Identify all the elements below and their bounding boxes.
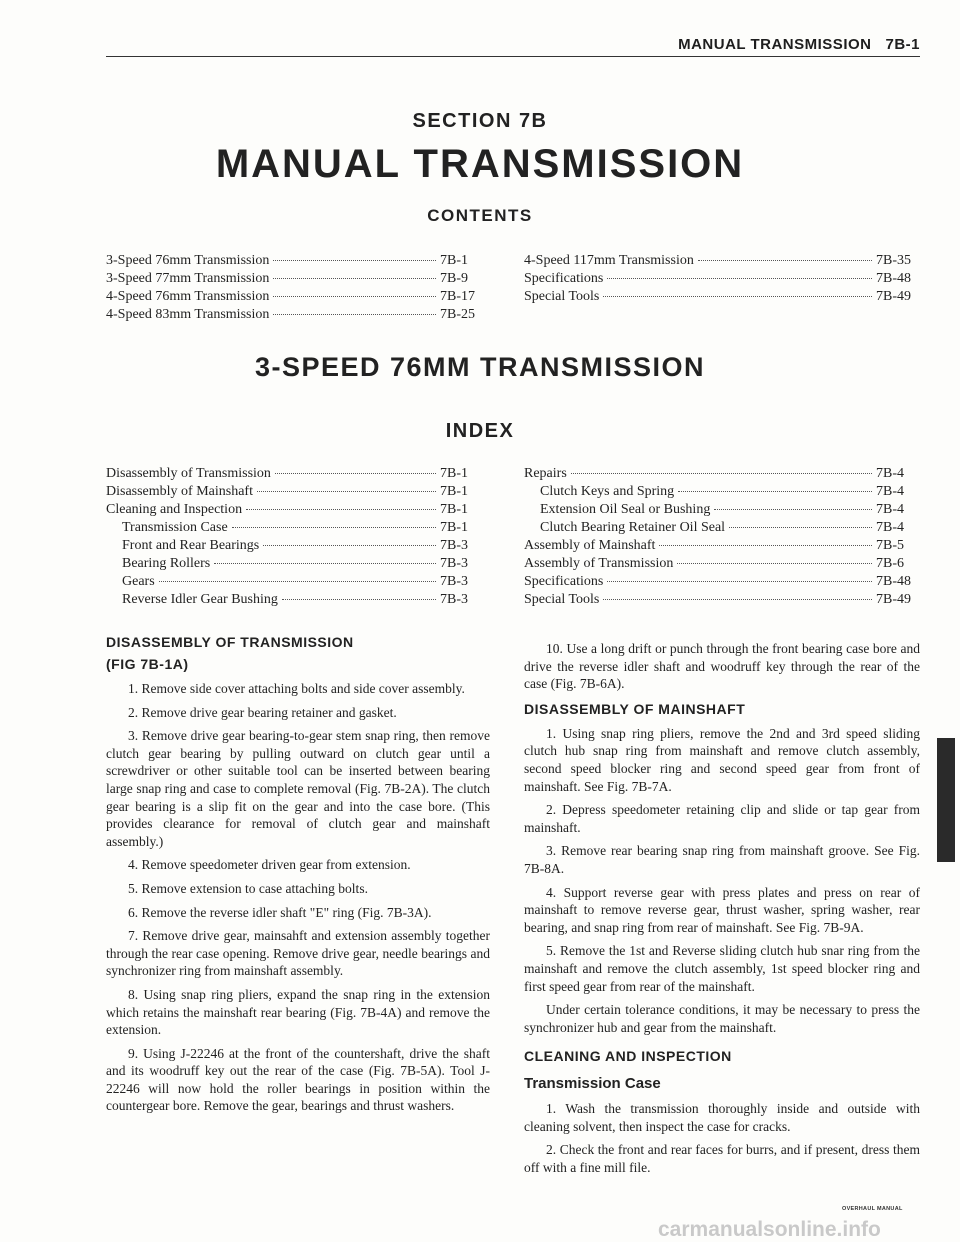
leader-dots — [275, 473, 436, 474]
contents-entry-page: 7B-17 — [440, 289, 475, 304]
index-heading: INDEX — [445, 420, 515, 442]
body-paragraph: 1. Remove side cover attaching bolts and side cover assembly. — [128, 681, 465, 696]
index-entry — [524, 465, 920, 483]
leader-dots — [263, 545, 436, 546]
contents-entry-label: Special Tools — [524, 289, 600, 304]
index-entry-page: 7B-4 — [876, 520, 904, 535]
index-entry-label: Specifications — [524, 574, 604, 589]
contents-entry — [524, 288, 920, 306]
contents-entry — [524, 270, 920, 288]
index-entry-label: Disassembly of Transmission — [106, 466, 271, 481]
index-entry — [106, 483, 484, 501]
leader-dots — [677, 563, 872, 564]
index-entry-page: 7B-4 — [876, 466, 904, 481]
index-entry-label: Special Tools — [524, 592, 600, 607]
index-entry-label: Assembly of Mainshaft — [524, 538, 656, 553]
left-paragraphs — [106, 680, 490, 1115]
index-entry-label: Extension Oil Seal or Bushing — [540, 502, 711, 517]
contents-entry — [106, 306, 484, 324]
transmission-case-heading: Transmission Case — [524, 1075, 661, 1093]
index-entry-page: 7B-5 — [876, 538, 904, 553]
contents-entry-page: 7B-35 — [876, 253, 911, 268]
section-thumb-tab — [937, 738, 955, 862]
leader-dots — [659, 545, 872, 546]
contents-right-column — [524, 252, 920, 306]
contents-heading: CONTENTS — [427, 206, 533, 225]
index-entry-label: Repairs — [524, 466, 567, 481]
index-entry-page: 7B-3 — [440, 592, 468, 607]
leader-dots — [571, 473, 872, 474]
index-entry — [524, 537, 920, 555]
section-label: SECTION 7B — [412, 110, 548, 132]
index-entry-page: 7B-3 — [440, 556, 468, 571]
body-paragraph: 3. Remove rear bearing snap ring from mainshaft groove. See Fig. 7B-8A. — [524, 843, 920, 876]
index-entry-label: Assembly of Transmission — [524, 556, 674, 571]
index-entry — [106, 465, 484, 483]
body-paragraph: 2. Remove drive gear bearing retainer and gasket. — [128, 704, 397, 720]
body-paragraph: 2. Depress speedometer retaining clip and slide or tap gear from mainshaft. — [524, 802, 920, 835]
leader-dots — [607, 278, 872, 279]
header-rule — [106, 56, 920, 57]
body-paragraph: 9. Using J-22246 at the front of the countershaft, drive the shaft and its woodruff key out the rear of the case (Fig. 7B-5A). Tool J-22246 will now hold the roller bearings in position within the countergear bore. Remove the gear, bearings and thrust washers. — [106, 1045, 490, 1114]
header-text — [664, 36, 920, 53]
leader-dots — [678, 491, 872, 492]
leader-dots — [282, 599, 436, 600]
body-right-column — [524, 640, 920, 1183]
body-paragraph: 5. Remove the 1st and Reverse sliding clutch hub snar ring from the mainshaft and remove the clutch assembly, 1st speed blocker ring and first speed gear from rear of the mainshaft. — [524, 943, 920, 994]
index-entry-label: Bearing Rollers — [122, 556, 211, 571]
body-paragraph: 1. Using snap ring pliers, remove the 2nd and 3rd speed sliding clutch hub snap ring from mainshaft and remove clutch assembly, second speed blocker ring and second speed gear from front of mainshaft. See Fig. 7B-7A. — [524, 725, 920, 794]
contents-entry — [524, 252, 920, 270]
index-entry-label: Front and Rear Bearings — [122, 538, 260, 553]
body-paragraph: Under certain tolerance conditions, it may be necessary to press the synchronizer hub and gear from the mainshaft. — [524, 1002, 920, 1035]
figure-reference-heading: (FIG 7B-1A) — [106, 656, 189, 672]
leader-dots — [273, 260, 436, 261]
body-paragraph: 4. Remove speedometer driven gear from extension. — [128, 857, 411, 873]
running-header — [106, 36, 920, 58]
index-entry — [106, 519, 484, 537]
index-entry — [524, 501, 920, 519]
contents-left-column — [106, 252, 484, 324]
body-paragraph: 8. Using snap ring pliers, expand the snap ring in the extension which retains the mainshaft rear bearing (Fig. 7B-4A) and remove the extension. — [106, 986, 490, 1038]
index-entry — [524, 573, 920, 591]
index-entry — [524, 519, 920, 537]
watermark: carmanualsonline.info — [658, 1218, 881, 1241]
index-entry-page: 7B-4 — [876, 484, 904, 499]
body-paragraph: 3. Remove drive gear bearing-to-gear stem snap ring, then remove clutch gear bearing by pulling outward on clutch gear until a screwdriver or other suitable tool can be inserted between bearing large snap ring and case to complete removal (Fig. 7B-2A). The clutch gear bearing is a slip fit on the gear and into the case bore. (This provides clearance for removal of clutch gear and mainshaft assembly.) — [106, 728, 490, 849]
leader-dots — [603, 296, 872, 297]
contents-entry — [106, 270, 484, 288]
leader-dots — [698, 260, 872, 261]
index-entry-label: Gears — [122, 574, 155, 589]
contents-entry-page: 7B-1 — [440, 253, 468, 268]
index-entry — [106, 501, 484, 519]
disassembly-mainshaft-heading: DISASSEMBLY OF MAINSHAFT — [524, 700, 746, 717]
header-title: MANUAL TRANSMISSION — [678, 36, 872, 53]
page-title: MANUAL TRANSMISSION — [215, 142, 745, 186]
case-paragraphs — [524, 1100, 920, 1176]
index-entry-page: 7B-1 — [440, 466, 468, 481]
index-entry-page: 7B-3 — [440, 574, 468, 589]
index-entry-page: 7B-3 — [440, 538, 468, 553]
index-entry-label: Cleaning and Inspection — [106, 502, 243, 517]
index-entry — [524, 555, 920, 573]
index-entry-label: Disassembly of Mainshaft — [106, 484, 253, 499]
index-entry-page: 7B-49 — [876, 592, 911, 607]
footer-mark: OVERHAUL MANUAL — [842, 1206, 903, 1212]
contents-entry-label: 3-Speed 77mm Transmission — [106, 271, 270, 286]
index-entry-page: 7B-4 — [876, 502, 904, 517]
mainshaft-paragraphs — [524, 725, 920, 1037]
body-paragraph: 4. Support reverse gear with press plates and press on rear of mainshaft to remove reverse gear, thrust washer, spring washer, rear bearing, and snap ring from rear of mainshaft. See Fig. 7B-9A. — [524, 884, 920, 935]
contents-entry-label: 4-Speed 117mm Transmission — [524, 253, 694, 268]
index-entry — [106, 573, 484, 591]
index-right-column — [524, 465, 920, 609]
index-entry-page: 7B-1 — [440, 484, 468, 499]
leader-dots — [273, 314, 436, 315]
leader-dots — [232, 527, 436, 528]
index-entry-label: Clutch Keys and Spring — [540, 484, 675, 499]
index-entry-label: Clutch Bearing Retainer Oil Seal — [540, 520, 726, 535]
contents-entry-label: 4-Speed 83mm Transmission — [106, 307, 270, 322]
contents-entry-page: 7B-25 — [440, 307, 475, 322]
disassembly-transmission-heading: DISASSEMBLY OF TRANSMISSION — [106, 634, 354, 650]
header-page-number: 7B-1 — [885, 36, 920, 53]
leader-dots — [273, 278, 436, 279]
body-paragraph: 7. Remove drive gear, mainsahft and extension assembly together through the rear case opening. Remove drive gear, needle bearings and synchronizer ring from mainshaft assembly. — [106, 928, 490, 979]
index-entry-page: 7B-1 — [440, 520, 468, 535]
index-entry — [524, 591, 920, 609]
index-entry — [106, 537, 484, 555]
contents-entry-label: 4-Speed 76mm Transmission — [106, 289, 270, 304]
index-entry-label: Reverse Idler Gear Bushing — [122, 592, 278, 607]
cleaning-inspection-heading: CLEANING AND INSPECTION — [524, 1048, 732, 1065]
body-paragraph: 6. Remove the reverse idler shaft "E" ring (Fig. 7B-3A). — [128, 904, 432, 920]
leader-dots — [214, 563, 436, 564]
contents-entry-label: 3-Speed 76mm Transmission — [106, 253, 270, 268]
index-left-column — [106, 465, 484, 609]
leader-dots — [607, 581, 872, 582]
contents-entry-page: 7B-49 — [876, 289, 911, 304]
contents-entry-page: 7B-48 — [876, 271, 911, 286]
body-paragraph: 1. Wash the transmission thoroughly inside and outside with cleaning solvent, then inspect the case for cracks. — [524, 1101, 920, 1134]
leader-dots — [246, 509, 436, 510]
index-entry-page: 7B-6 — [876, 556, 904, 571]
index-entry-page: 7B-48 — [876, 574, 911, 589]
contents-entry — [106, 288, 484, 306]
leader-dots — [729, 527, 872, 528]
subsection-title: 3-SPEED 76MM TRANSMISSION — [254, 352, 706, 382]
paragraph-step-10: 10. Use a long drift or punch through the front bearing case bore and drive the reverse idler shaft and woodruff key through the rear of the case (Fig. 7B-6A). — [524, 641, 920, 692]
index-entry — [524, 483, 920, 501]
leader-dots — [159, 581, 436, 582]
contents-entry — [106, 252, 484, 270]
leader-dots — [273, 296, 436, 297]
leader-dots — [257, 491, 436, 492]
body-paragraph: 5. Remove extension to case attaching bolts. — [128, 880, 368, 896]
body-paragraph: 2. Check the front and rear faces for burrs, and if present, dress them off with a fine mill file. — [524, 1142, 920, 1176]
index-entry — [106, 555, 484, 573]
contents-entry-page: 7B-9 — [440, 271, 468, 286]
index-entry-page: 7B-1 — [440, 502, 468, 517]
leader-dots — [714, 509, 872, 510]
contents-entry-label: Specifications — [524, 271, 604, 286]
leader-dots — [603, 599, 872, 600]
index-entry-label: Transmission Case — [122, 520, 228, 535]
index-entry — [106, 591, 484, 609]
body-left-column — [106, 632, 490, 1121]
